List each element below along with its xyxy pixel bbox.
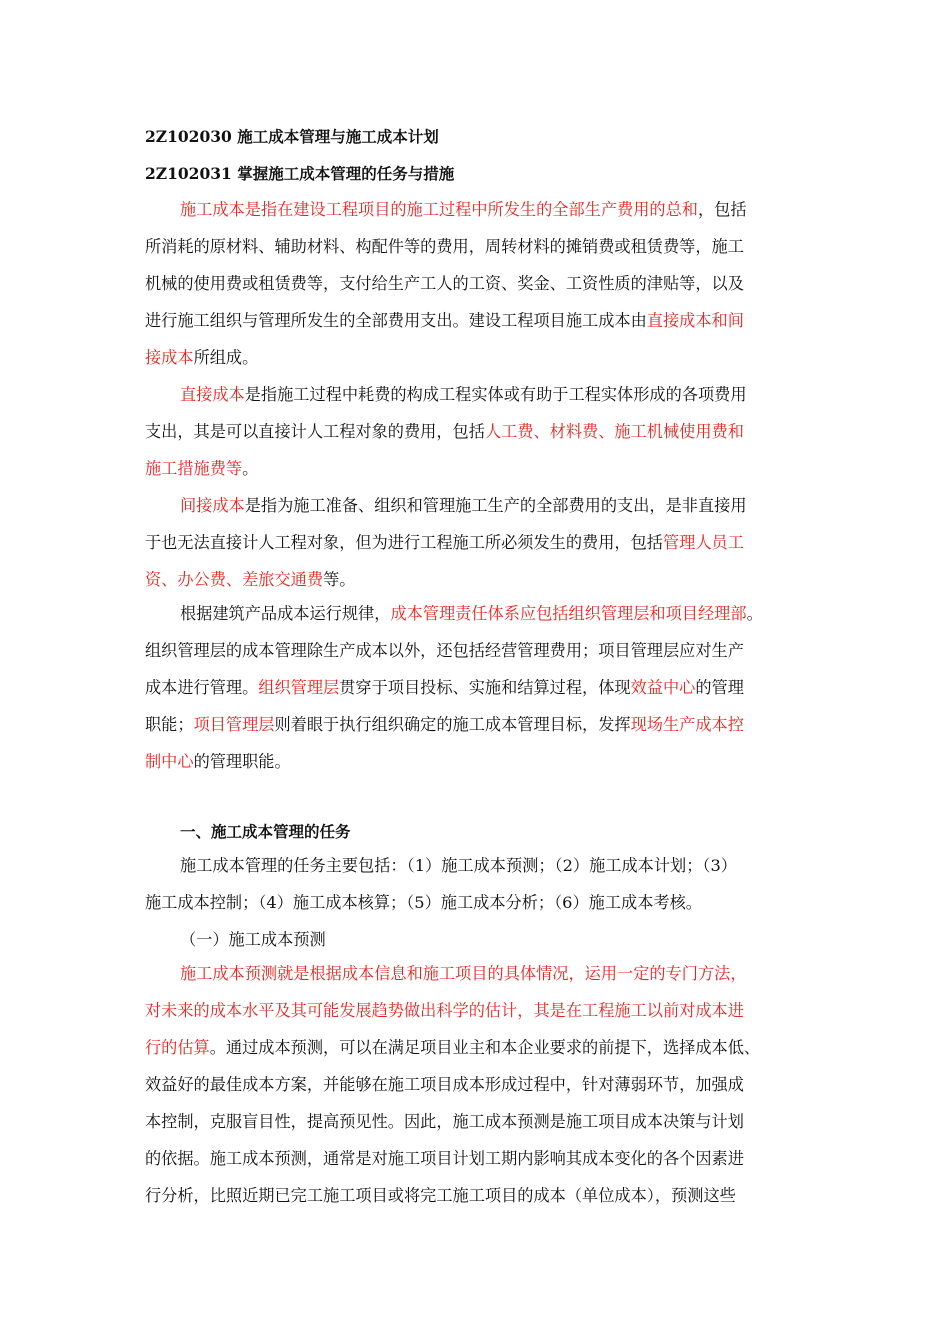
text-line — [145, 459, 258, 479]
body-text: 成本进行管理。 — [145, 678, 259, 697]
text-line — [180, 200, 747, 220]
text-line: 组织管理层的成本管理除生产成本以外，还包括经营管理费用；项目管理层应对生产 — [145, 641, 744, 660]
body-text: 。通过成本预测，可以在满足项目业主和本企业要求的前提下，选择成本低、 — [209, 1038, 761, 1057]
body-text: 职能； — [145, 715, 194, 734]
text-line — [145, 1038, 760, 1058]
text-line — [180, 604, 763, 624]
highlight-text: 直接成本 — [180, 385, 245, 404]
text-line: 机械的使用费或租赁费等，支付给生产工人的工资、奖金、工资性质的津贴等，以及 — [145, 274, 744, 293]
body-text: 的管理职能。 — [193, 752, 291, 771]
highlight-text: 施工措施费等 — [145, 459, 243, 478]
text-line — [145, 570, 355, 590]
body-text: 是指施工过程中耗费的构成工程实体或有助于工程实体形成的各项费用 — [244, 385, 747, 404]
body-text: 于也无法直接计人工程对象，但为进行工程施工所必须发生的费用，包括 — [145, 533, 663, 552]
text-line: 对未来的成本水平及其可能发展趋势做出科学的估计，其是在工程施工以前对成本进 — [145, 1001, 744, 1020]
text-line — [180, 385, 747, 405]
highlight-text: 接成本 — [145, 348, 194, 367]
body-text: 。 — [242, 459, 259, 478]
highlight-text: 组织管理层 — [258, 678, 340, 697]
text-line — [145, 422, 744, 442]
highlight-text: 制中心 — [145, 752, 194, 771]
body-text: 支出，其是可以直接计人工程对象的费用，包括 — [145, 422, 485, 441]
highlight-text: 效益中心 — [630, 678, 696, 697]
body-text: ，包括 — [698, 200, 747, 219]
text-line: 本控制，克服盲目性，提高预见性。因此，施工成本预测是施工项目成本决策与计划 — [145, 1112, 744, 1131]
text-line: 施工成本预测就是根据成本信息和施工项目的具体情况，运用一定的专门方法， — [180, 964, 747, 983]
heading-subsection-code: 2Z102031 掌握施工成本管理的任务与措施 — [145, 164, 455, 183]
highlight-text: 项目管理层 — [193, 715, 275, 734]
body-text: 进行施工组织与管理所发生的全部费用支出。建设工程项目施工成本由 — [145, 311, 647, 330]
highlight-text: 资、办公费、差旅交通费 — [145, 570, 324, 589]
highlight-text: 施工成本是指在建设工程项目的施工过程中所发生的全部生产费用的总和 — [180, 200, 698, 219]
highlight-text: 人工费、材料费、施工机械使用费和 — [484, 422, 744, 441]
text-line — [180, 496, 747, 516]
text-line — [145, 752, 291, 772]
body-text: 所组成。 — [193, 348, 259, 367]
body-text: 。 — [746, 604, 763, 623]
subsection-heading: （一）施工成本预测 — [180, 930, 326, 949]
highlight-text: 行的估算 — [145, 1038, 210, 1057]
text-line: 所消耗的原材料、辅助材料、构配件等的费用，周转材料的摊销费或租赁费等，施工 — [145, 237, 744, 256]
highlight-text: 成本管理责任体系应包括组织管理层和项目经理部 — [390, 604, 747, 623]
text-line: 的依据。施工成本预测，通常是对施工项目计划工期内影响其成本变化的各个因素进 — [145, 1149, 744, 1168]
text-line: 行分析，比照近期已完工施工项目或将完工施工项目的成本（单位成本），预测这些 — [145, 1186, 736, 1205]
body-text: 贯穿于项目投标、实施和结算过程，体现 — [339, 678, 631, 697]
text-line — [145, 715, 744, 735]
text-line: 施工成本控制；（4）施工成本核算；（5）施工成本分析；（6）施工成本考核。 — [145, 893, 702, 912]
body-text: 根据建筑产品成本运行规律， — [180, 604, 391, 623]
body-text: 的管理 — [695, 678, 744, 697]
body-text: 等。 — [323, 570, 356, 589]
body-text: 是指为施工准备、组织和管理施工生产的全部费用的支出，是非直接用 — [244, 496, 747, 515]
text-line: 施工成本管理的任务主要包括：（1）施工成本预测；（2）施工成本计划；（3） — [180, 856, 737, 875]
highlight-text: 现场生产成本控 — [630, 715, 744, 734]
text-line — [145, 678, 744, 698]
text-line — [145, 311, 744, 331]
heading-section-code: 2Z102030 施工成本管理与施工成本计划 — [145, 127, 439, 146]
highlight-text: 管理人员工 — [663, 533, 744, 552]
body-text: 则着眼于执行组织确定的施工成本管理目标，发挥 — [274, 715, 631, 734]
text-line — [145, 533, 744, 553]
section-heading: 一、施工成本管理的任务 — [180, 822, 351, 841]
text-line — [145, 348, 258, 368]
highlight-text: 间接成本 — [180, 496, 245, 515]
highlight-text: 直接成本和间 — [646, 311, 744, 330]
text-line: 效益好的最佳成本方案，并能够在施工项目成本形成过程中，针对薄弱环节，加强成 — [145, 1075, 744, 1094]
